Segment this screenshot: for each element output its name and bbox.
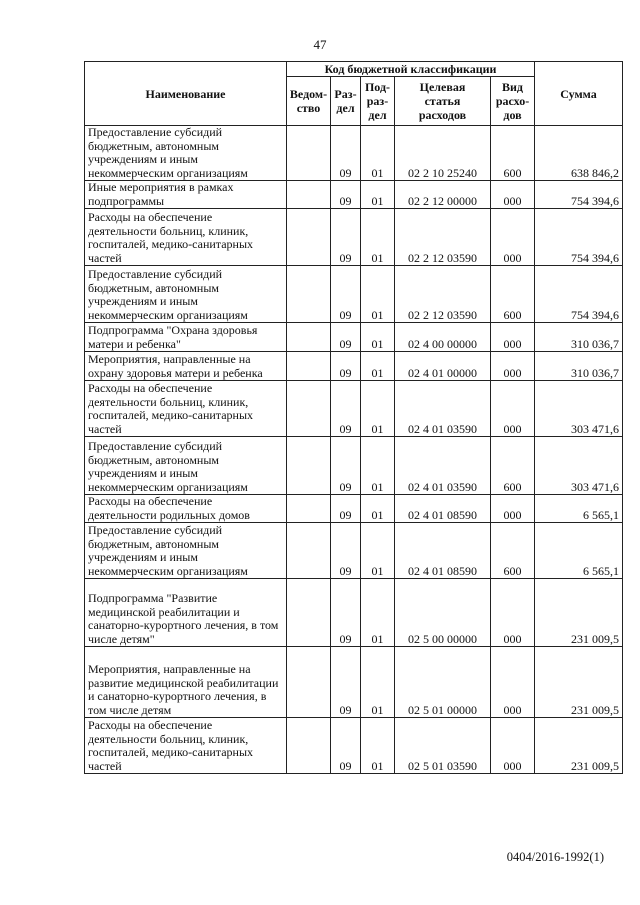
row-section: 09 (331, 126, 361, 181)
row-section: 09 (331, 181, 361, 209)
table-row (85, 495, 623, 523)
row-sum: 754 394,6 (535, 181, 623, 209)
row-sum: 303 471,6 (535, 381, 623, 437)
row-sum: 231 009,5 (535, 579, 623, 647)
row-sum: 303 471,6 (535, 437, 623, 495)
row-expense-kind: 000 (491, 181, 535, 209)
row-sum: 6 565,1 (535, 523, 623, 579)
row-section: 09 (331, 579, 361, 647)
row-section: 09 (331, 266, 361, 323)
row-sum: 638 846,2 (535, 126, 623, 181)
document-code: 0404/2016-1992(1) (506, 850, 604, 864)
row-sum: 231 009,5 (535, 718, 623, 774)
row-name: Мероприятия, направленные на развитие медицинской реабилитации и санаторно-курортного лечения, в том числе детям (85, 647, 287, 718)
row-sum: 310 036,7 (535, 323, 623, 352)
row-subsection: 01 (361, 352, 395, 381)
row-target-article: 02 5 00 00000 (395, 579, 491, 647)
row-department (287, 495, 331, 523)
row-expense-kind: 600 (491, 437, 535, 495)
table-header (85, 62, 623, 126)
row-subsection: 01 (361, 381, 395, 437)
row-subsection: 01 (361, 323, 395, 352)
row-target-article: 02 5 01 03590 (395, 718, 491, 774)
row-name: Расходы на обеспечение деятельности больниц, клиник, госпиталей, медико-санитарных частей (85, 381, 287, 437)
row-name: Подпрограмма "Охрана здоровья матери и ребенка" (85, 323, 287, 352)
row-section: 09 (331, 323, 361, 352)
header-department: Ведом- ство (287, 77, 331, 126)
row-section: 09 (331, 718, 361, 774)
row-section: 09 (331, 381, 361, 437)
row-department (287, 523, 331, 579)
row-expense-kind: 000 (491, 718, 535, 774)
row-subsection: 01 (361, 181, 395, 209)
table-row (85, 647, 623, 718)
row-section: 09 (331, 437, 361, 495)
row-section: 09 (331, 209, 361, 266)
row-subsection: 01 (361, 523, 395, 579)
table-row (85, 523, 623, 579)
header-name: Наименование (85, 62, 287, 126)
header-target: Целевая статья расходов (395, 77, 491, 126)
row-department (287, 209, 331, 266)
row-target-article: 02 4 00 00000 (395, 323, 491, 352)
row-target-article: 02 2 12 03590 (395, 266, 491, 323)
row-target-article: 02 4 01 08590 (395, 523, 491, 579)
row-name: Предоставление субсидий бюджетным, автономным учреждениям и иным некоммерческим организациям (85, 523, 287, 579)
row-section: 09 (331, 647, 361, 718)
row-target-article: 02 4 01 08590 (395, 495, 491, 523)
row-expense-kind: 600 (491, 126, 535, 181)
row-expense-kind: 000 (491, 352, 535, 381)
header-code-group: Код бюджетной классификации (287, 62, 535, 77)
row-target-article: 02 2 12 00000 (395, 181, 491, 209)
row-name: Предоставление субсидий бюджетным, автономным учреждениям и иным некоммерческим организациям (85, 437, 287, 495)
row-department (287, 381, 331, 437)
row-department (287, 126, 331, 181)
row-expense-kind: 600 (491, 266, 535, 323)
row-subsection: 01 (361, 437, 395, 495)
row-sum: 231 009,5 (535, 647, 623, 718)
row-section: 09 (331, 523, 361, 579)
row-subsection: 01 (361, 647, 395, 718)
row-department (287, 181, 331, 209)
row-section: 09 (331, 495, 361, 523)
row-department (287, 437, 331, 495)
row-target-article: 02 4 01 00000 (395, 352, 491, 381)
table-row (85, 352, 623, 381)
table-row (85, 323, 623, 352)
row-department (287, 266, 331, 323)
row-subsection: 01 (361, 126, 395, 181)
row-expense-kind: 000 (491, 495, 535, 523)
row-subsection: 01 (361, 209, 395, 266)
table-row (85, 126, 623, 181)
row-expense-kind: 000 (491, 323, 535, 352)
table-row (85, 437, 623, 495)
table-row (85, 266, 623, 323)
row-sum: 6 565,1 (535, 495, 623, 523)
page-number: 47 (313, 37, 327, 52)
row-sum: 754 394,6 (535, 209, 623, 266)
row-expense-kind: 000 (491, 209, 535, 266)
header-subsection: Под- раз- дел (361, 77, 395, 126)
row-expense-kind: 000 (491, 647, 535, 718)
table-row (85, 209, 623, 266)
row-name: Расходы на обеспечение деятельности родильных домов (85, 495, 287, 523)
table-row (85, 718, 623, 774)
budget-table (84, 61, 623, 774)
row-target-article: 02 5 01 00000 (395, 647, 491, 718)
row-name: Иные мероприятия в рамках подпрограммы (85, 181, 287, 209)
row-name: Расходы на обеспечение деятельности больниц, клиник, госпиталей, медико-санитарных частей (85, 718, 287, 774)
row-department (287, 323, 331, 352)
row-department (287, 352, 331, 381)
row-department (287, 718, 331, 774)
row-subsection: 01 (361, 266, 395, 323)
row-name: Предоставление субсидий бюджетным, автономным учреждениям и иным некоммерческим организациям (85, 126, 287, 181)
row-target-article: 02 2 10 25240 (395, 126, 491, 181)
row-subsection: 01 (361, 495, 395, 523)
row-name: Предоставление субсидий бюджетным, автономным учреждениям и иным некоммерческим организациям (85, 266, 287, 323)
row-sum: 754 394,6 (535, 266, 623, 323)
row-department (287, 579, 331, 647)
header-kind: Вид расхо- дов (491, 77, 535, 126)
row-section: 09 (331, 352, 361, 381)
row-expense-kind: 000 (491, 579, 535, 647)
row-subsection: 01 (361, 718, 395, 774)
row-name: Расходы на обеспечение деятельности больниц, клиник, госпиталей, медико-санитарных частей (85, 209, 287, 266)
row-target-article: 02 4 01 03590 (395, 381, 491, 437)
row-name: Мероприятия, направленные на охрану здоровья матери и ребенка (85, 352, 287, 381)
row-subsection: 01 (361, 579, 395, 647)
table-body (85, 126, 623, 774)
row-expense-kind: 600 (491, 523, 535, 579)
header-section: Раз- дел (331, 77, 361, 126)
header-sum: Сумма (535, 62, 623, 126)
table-row (85, 579, 623, 647)
row-target-article: 02 4 01 03590 (395, 437, 491, 495)
table-row (85, 381, 623, 437)
table-row (85, 181, 623, 209)
row-expense-kind: 000 (491, 381, 535, 437)
row-department (287, 647, 331, 718)
row-name: Подпрограмма "Развитие медицинской реабилитации и санаторно-курортного лечения, в том числе детям" (85, 579, 287, 647)
row-target-article: 02 2 12 03590 (395, 209, 491, 266)
row-sum: 310 036,7 (535, 352, 623, 381)
